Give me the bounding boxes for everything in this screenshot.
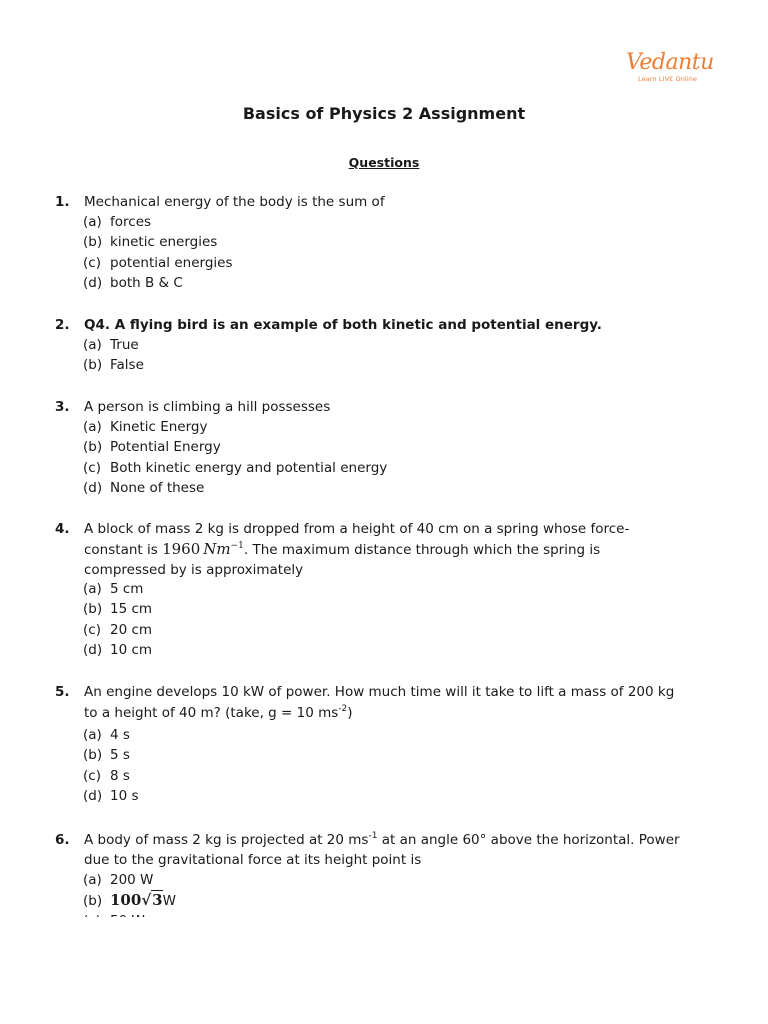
option-b: (b) 100√3W [83, 891, 176, 910]
option-c: (c) 8 s [83, 767, 130, 784]
option-c: (c) potential energies [83, 254, 233, 271]
question-text: Q4. A flying bird is an example of both kinetic and potential energy. [84, 317, 602, 333]
question-number: 6. [55, 832, 70, 848]
option-a: (a) 4 s [83, 727, 130, 743]
options-list [83, 417, 723, 498]
option-b: (b) 15 cm [83, 601, 153, 618]
root-formula: 100√3 [110, 891, 163, 910]
question-line: to a height of 40 m? (take, g = 10 $ms^{-2}$) [84, 704, 353, 721]
option-b: (b) False [83, 357, 144, 374]
option-c: (c) 20 cm [83, 621, 153, 638]
option-a: (a) 200 W [83, 872, 154, 888]
question-number: 4. [55, 521, 70, 537]
options-list [83, 212, 723, 293]
question-line: compressed by is approximately [84, 562, 304, 578]
option-a: (a) True [83, 337, 139, 353]
spring-constant-formula: 1960 $Nm^{-1}$ [162, 540, 244, 558]
question-text: Mechanical energy of the body is the sum of [84, 194, 385, 210]
option-a: (a) Kinetic Energy [83, 419, 208, 435]
option-a: (a) 5 cm [83, 581, 144, 597]
question-text [84, 519, 724, 580]
question-line: An engine develops 10 kW of power. How much time will it take to lift a mass of 200 kg [84, 684, 675, 700]
question-text [84, 830, 724, 870]
page-cutoff [0, 917, 768, 1024]
question-line: due to the gravitational force at its height point is [84, 852, 422, 868]
options-list [83, 725, 723, 806]
question-number: 5. [55, 684, 70, 700]
question-text [84, 682, 724, 725]
question-text: A person is climbing a hill possesses [84, 399, 331, 415]
option-b: (b) Potential Energy [83, 439, 221, 456]
section-heading: Questions [348, 155, 420, 170]
options-list [83, 579, 723, 660]
question-line: constant is 1960 $Nm^{-1}$. The maximum distance through which the spring is [84, 540, 601, 558]
option-d: (d) 10 s [83, 787, 139, 804]
option-d: (d) both B & C [83, 274, 183, 291]
option-c: (c) Both kinetic energy and potential energy [83, 459, 388, 476]
option-d: (d) 10 cm [83, 641, 153, 658]
logo-tagline: Learn LIVE Online [638, 75, 698, 83]
option-a: (a) forces [83, 214, 152, 230]
options-list [83, 335, 723, 376]
question-number: 1. [55, 194, 70, 210]
option-d: (d) None of these [83, 479, 205, 496]
question-line: A block of mass 2 kg is dropped from a height of 40 cm on a spring whose force- [84, 521, 630, 537]
question-number: 3. [55, 399, 70, 415]
logo-wordmark: Vedantu [626, 50, 714, 75]
option-b: (b) kinetic energies [83, 234, 218, 251]
question-line: A body of mass 2 kg is projected at 20 $ms^{-1}$ at an angle 60° above the horizontal. Power [84, 831, 680, 848]
option-b: (b) 5 s [83, 747, 130, 764]
question-number: 2. [55, 317, 70, 333]
page-title: Basics of Physics 2 Assignment [242, 104, 526, 123]
